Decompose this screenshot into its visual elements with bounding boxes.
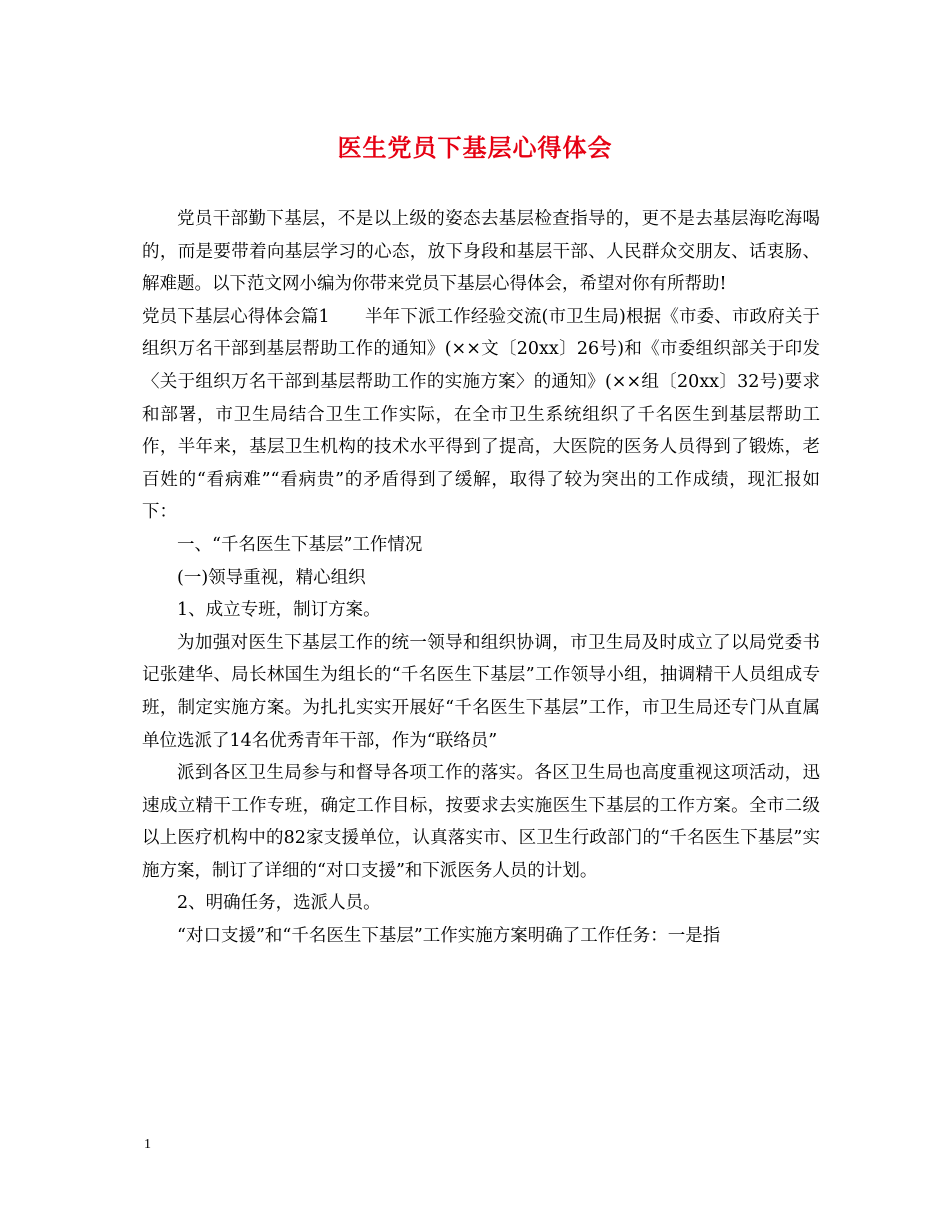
body-paragraph: 党员下基层心得体会篇1 半年下派工作经验交流(市卫生局)根据《市委、市政府关于组织万名干部到基层帮助工作的通知》(××文〔20xx〕26号)和《市委组织部关于印发〈关于组织万名干部到基层帮助工作的实施方案〉的通知》(××组〔20xx〕32号)要求和部署，市卫生局结合卫生工作实际，在全市卫生系统组织了千名医生到基层帮助工作，半年来，基层卫生机构的技术水平得到了提高，大医院的医务人员得到了锻炼，老百姓的“看病难”“看病贵”的矛盾得到了缓解，取得了较为突出的工作成绩，现汇报如下： bbox=[142, 306, 820, 523]
body-paragraph: 党员干部勤下基层，不是以上级的姿态去基层检查指导的，更不是去基层海吃海喝的，而是要带着向基层学习的心态，放下身段和基层干部、人民群众交朋友、话衷肠、解难题。以下范文网小编为你带来党员下基层心得体会，希望对你有所帮助! bbox=[142, 209, 820, 295]
body-paragraph: 2、明确任务，选派人员。 bbox=[177, 893, 381, 914]
body-paragraph: “对口支援”和“千名医生下基层”工作实施方案明确了工作任务：一是指 bbox=[177, 926, 721, 947]
document-body bbox=[142, 203, 820, 953]
body-paragraph: 1、成立专班，制订方案。 bbox=[177, 600, 381, 621]
document-title: 医生党员下基层心得体会 bbox=[337, 133, 613, 162]
body-paragraph: 为加强对医生下基层工作的统一领导和组织协调，市卫生局及时成立了以局党委书记张建华、局长林国生为组长的“千名医生下基层”工作领导小组，抽调精干人员组成专班，制定实施方案。为扎扎实实开展好“千名医生下基层”工作，市卫生局还专门从直属单位选派了14名优秀青年干部，作为“联络员” bbox=[142, 632, 820, 751]
page-number: 1 bbox=[144, 1137, 151, 1152]
body-paragraph: 一、“千名医生下基层”工作情况 bbox=[177, 534, 423, 555]
body-paragraph: 派到各区卫生局参与和督导各项工作的落实。各区卫生局也高度重视这项活动，迅速成立精干工作专班，确定工作目标，按要求去实施医生下基层的工作方案。全市二级以上医疗机构中的82家支援单位，认真落实市、区卫生行政部门的“千名医生下基层”实施方案，制订了详细的“对口支援”和下派医务人员的计划。 bbox=[142, 763, 820, 881]
body-paragraph: (一)领导重视，精心组织 bbox=[177, 567, 366, 588]
